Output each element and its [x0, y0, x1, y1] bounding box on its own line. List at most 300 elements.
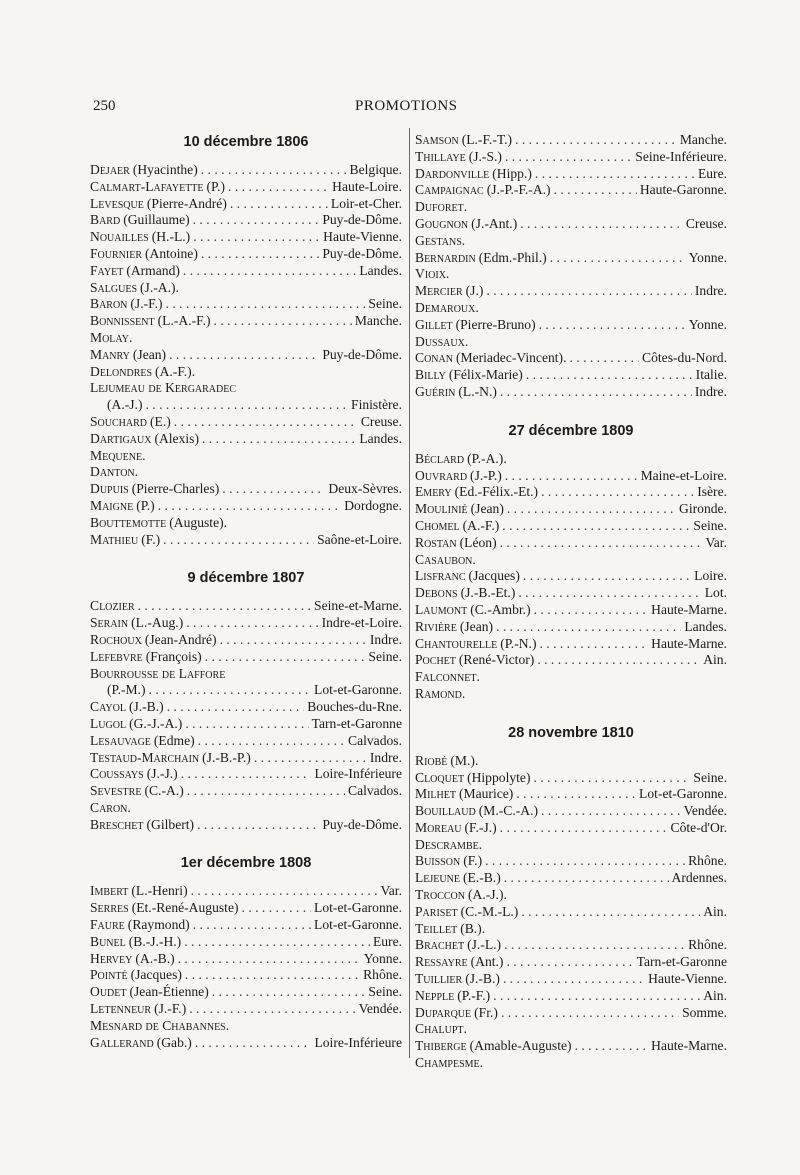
list-item: [415, 619, 727, 636]
entry-surname: Teillet: [415, 920, 458, 936]
entry-given-names: (E.-B.): [462, 870, 501, 886]
entry-surname: Gestans.: [415, 232, 466, 248]
entry-place: Eure.: [697, 165, 727, 181]
dot-leader: [158, 498, 342, 515]
entry-surname: Ramond.: [415, 685, 466, 701]
dot-leader: [187, 783, 345, 800]
entry-place: Loire-Inférieure: [314, 1034, 402, 1050]
entry-surname: Manry: [90, 346, 130, 362]
section-heading: 1er décembre 1808: [180, 855, 312, 872]
dot-leader: [575, 1038, 649, 1055]
entry-given-names: (H.-L.): [151, 229, 191, 245]
list-item: [415, 937, 727, 954]
entry-place: Haute-Marne.: [651, 635, 727, 651]
entry-surname: Moreau: [415, 819, 462, 835]
list-item: [415, 468, 727, 485]
entry-given-names: (P.-N.): [500, 635, 537, 651]
entry-given-names: (F.): [141, 531, 161, 547]
entry-surname: Mequene.: [90, 447, 146, 463]
entry-place: Puy-de-Dôme.: [322, 212, 402, 228]
entry-given-names: (E.): [150, 413, 171, 429]
entry-surname: Dussaux.: [415, 333, 469, 349]
list-item: [415, 803, 727, 820]
entry-given-names: (J.-Ant.): [471, 215, 518, 231]
entry-given-names: (F.): [463, 853, 483, 869]
entry-surname: Salgues: [90, 279, 138, 295]
list-item: [415, 904, 727, 921]
entry-surname: Vioix.: [415, 266, 450, 282]
entry-given-names: (Hippolyte): [467, 769, 531, 785]
entry-given-names: (A.-F.).: [155, 363, 196, 379]
entry-surname: Guérin: [415, 383, 456, 399]
entry-surname: Serres: [90, 900, 129, 916]
entry-surname: Laumont: [415, 601, 468, 617]
list-item: [415, 669, 727, 686]
dot-leader: [193, 229, 320, 246]
entry-surname: Fournier: [90, 245, 143, 261]
dot-leader: [205, 649, 366, 666]
list-item: [90, 263, 402, 280]
entry-place: Loir-et-Cher.: [330, 195, 402, 211]
list-item: [90, 598, 402, 615]
entry-surname: Oudet: [90, 984, 127, 1000]
list-item: [90, 431, 402, 448]
entry-surname: Rostan: [415, 534, 457, 550]
list-item: [415, 786, 727, 803]
entry-place: Indre.: [369, 631, 402, 647]
list-item: [415, 317, 727, 334]
entry-given-names: (J.-P.): [470, 467, 502, 483]
dot-leader: [254, 750, 367, 767]
list-item: [90, 280, 402, 297]
entry-surname: Lefebvre: [90, 648, 143, 664]
dot-leader: [516, 786, 636, 803]
entry-surname: Chalupt.: [415, 1021, 467, 1037]
entry-given-names: (Jacques): [130, 967, 182, 983]
entry-surname: Mesnard de Chabannes.: [90, 1017, 230, 1033]
dot-leader: [502, 518, 690, 535]
entry-place: Haute-Garonne.: [639, 182, 727, 198]
entry-surname: Cloquet: [415, 769, 465, 785]
entry-place: Rhône.: [688, 937, 727, 953]
entry-given-names: (C.-A.): [144, 783, 184, 799]
entry-given-names: (Alexis): [154, 430, 199, 446]
entry-given-names: (Jean): [132, 346, 167, 362]
list-item: [90, 515, 402, 532]
list-item: [90, 397, 402, 414]
entry-given-names: (Raymond): [127, 917, 190, 933]
dot-leader: [178, 951, 361, 968]
entry-surname: Falconnet.: [415, 669, 480, 685]
entry-given-names: (Amable-Auguste): [469, 1038, 572, 1054]
entry-surname: Billy: [415, 367, 446, 383]
entry-surname: Campaignac: [415, 182, 484, 198]
entry-given-names: (A.-J.).: [467, 887, 507, 903]
list-item: [90, 330, 402, 347]
entry-place: Puy-de-Dôme.: [322, 346, 402, 362]
entry-given-names: (P.): [206, 178, 226, 194]
entry-place: Finistère.: [351, 397, 402, 413]
entry-given-names: (Jean): [470, 501, 504, 517]
list-item: [415, 216, 727, 233]
entry-place: Somme.: [682, 1004, 727, 1020]
entry-place: Lot-et-Garonne.: [314, 682, 402, 698]
list-item: [415, 568, 727, 585]
list-item: [90, 934, 402, 951]
list-item: [90, 699, 402, 716]
entry-place: Italie.: [695, 367, 727, 383]
entry-place: Maine-et-Loire.: [640, 467, 727, 483]
section-heading: 10 décembre 1806: [183, 134, 309, 150]
entry-given-names: (François): [145, 648, 202, 664]
entry-given-names: (Félix-Marie): [448, 367, 523, 383]
dot-leader: [220, 632, 367, 649]
entry-place: Yonne.: [688, 249, 727, 265]
entry-surname: Nouailles: [90, 229, 149, 245]
list-item: [90, 1018, 402, 1035]
entry-place: Puy-de-Dôme.: [322, 816, 402, 832]
dot-leader: [493, 988, 700, 1005]
entry-surname: Brachet: [415, 937, 465, 953]
entry-place: Ardennes.: [671, 870, 727, 886]
list-item: [415, 652, 727, 669]
entry-place: Calvados.: [348, 783, 402, 799]
entry-place: Haute-Marne.: [651, 601, 727, 617]
entry-surname: Samson: [415, 132, 459, 147]
entry-place: Puy-de-Dôme.: [322, 245, 402, 261]
entry-surname: Troccon: [415, 887, 465, 903]
list-item: [90, 448, 402, 465]
entry-place: Lot-et-Garonne.: [639, 786, 727, 802]
entry-given-names: (Ed.-Félix.-Et.): [454, 484, 539, 500]
list-item: [415, 1021, 727, 1038]
entry-place: Var.: [380, 883, 402, 899]
entry-surname: Gallerand: [90, 1034, 154, 1050]
dot-leader: [500, 820, 668, 837]
entry-given-names: (J.-P.-F.-A.): [486, 182, 551, 198]
column-divider: [409, 128, 410, 1058]
entry-place: Belgique.: [349, 162, 402, 177]
list-item: [90, 967, 402, 984]
entry-given-names: (J.-J.): [146, 766, 178, 782]
entry-place: Ain.: [703, 987, 727, 1003]
entry-surname: Pariset: [415, 903, 458, 919]
dot-leader: [541, 484, 694, 501]
entry-given-names: (Jean-Étienne): [129, 984, 209, 1000]
entry-surname: Souchard: [90, 413, 148, 429]
dot-leader: [501, 1005, 679, 1022]
dot-leader: [500, 535, 703, 552]
section-spacer: [415, 401, 727, 421]
list-item: [90, 1035, 402, 1052]
entry-surname: Imbert: [90, 883, 129, 899]
entry-place: Calvados.: [348, 732, 402, 748]
entry-surname: Ressayre: [415, 954, 468, 970]
list-item: [415, 535, 727, 552]
dot-leader: [515, 132, 677, 149]
entry-surname: Baron: [90, 296, 128, 312]
dot-leader: [167, 699, 305, 716]
entry-given-names: (J.-B.-Et.): [460, 585, 516, 601]
entry-surname: Faure: [90, 917, 125, 933]
dot-leader: [228, 179, 329, 196]
entry-place: Loire-Inférieure: [314, 766, 402, 782]
entry-surname: Danton.: [90, 464, 139, 480]
section-heading: 28 novembre 1810: [508, 724, 634, 741]
entry-given-names: (J.-S.): [468, 148, 502, 164]
list-item: [415, 837, 727, 854]
list-item: [90, 212, 402, 229]
entry-place: Indre.: [694, 283, 727, 299]
entry-surname: Letenneur: [90, 1001, 152, 1017]
entry-given-names: (Maurice): [458, 786, 514, 802]
dot-leader: [230, 196, 328, 213]
list-item: [415, 971, 727, 988]
entry-place: Haute-Vienne.: [323, 229, 402, 245]
entry-given-names: (Hyacinthe): [132, 162, 198, 177]
list-item: [415, 384, 727, 401]
list-item: [415, 585, 727, 602]
entry-place: Vendée.: [683, 803, 727, 819]
entry-surname: Hervey: [90, 950, 133, 966]
entry-given-names: (Armand): [126, 262, 180, 278]
list-item: [415, 283, 727, 300]
entry-surname: Breschet: [90, 816, 144, 832]
dot-leader: [539, 317, 686, 334]
entry-surname: Dartigaux: [90, 430, 152, 446]
list-item: [415, 988, 727, 1005]
list-item: [90, 229, 402, 246]
list-item: [90, 532, 402, 549]
list-item: [90, 716, 402, 733]
dot-leader: [535, 166, 695, 183]
entry-place: Rhône.: [688, 853, 727, 869]
dot-leader: [242, 900, 312, 917]
entry-surname: Duparque: [415, 1004, 472, 1020]
list-item: [415, 266, 727, 283]
entry-given-names: (J.-F.): [130, 296, 163, 312]
entry-place: Seine-et-Marne.: [314, 598, 402, 614]
entry-surname: Serain: [90, 615, 129, 631]
list-item: [415, 451, 727, 468]
dot-leader: [526, 367, 693, 384]
list-item: [415, 887, 727, 904]
entry-surname: Lejumeau de Kergaradec: [90, 380, 237, 396]
entry-given-names: (Edm.-Phil.): [478, 249, 547, 265]
entry-given-names: (F.-J.): [464, 819, 497, 835]
entry-given-names: (Edme): [153, 732, 195, 748]
entry-surname: Bouillaud: [415, 803, 476, 819]
list-item: [90, 800, 402, 817]
entry-given-names: (J.-L.): [467, 937, 502, 953]
entry-given-names: (Auguste).: [169, 514, 228, 530]
dot-leader: [550, 250, 686, 267]
left-column: [90, 132, 402, 1051]
entry-given-names: (L.-A.-F.): [157, 313, 211, 329]
list-item: [90, 196, 402, 213]
entry-given-names: (P.-F.): [457, 987, 491, 1003]
list-item: [90, 347, 402, 364]
entry-surname: Testaud-Marchain: [90, 749, 200, 765]
section-spacer: [415, 703, 727, 723]
dot-leader: [505, 149, 632, 166]
list-item: [415, 853, 727, 870]
dot-leader: [202, 431, 356, 448]
list-item: [415, 1055, 727, 1072]
entry-place: Ain.: [703, 903, 727, 919]
entry-place: Tarn-et-Garonne: [311, 715, 402, 731]
entry-place: Creuse.: [685, 215, 727, 231]
entry-place: Lot-et-Garonne.: [314, 917, 402, 933]
entry-surname: Thiberge: [415, 1038, 467, 1054]
entry-place: Landes.: [684, 618, 727, 634]
entry-surname: Mathieu: [90, 531, 139, 547]
list-item: [90, 414, 402, 431]
list-item: [415, 870, 727, 887]
entry-place: Seine.: [693, 769, 727, 785]
dot-leader: [486, 283, 692, 300]
list-item: [90, 900, 402, 917]
list-item: [415, 1005, 727, 1022]
list-item: [415, 753, 727, 770]
list-item: [90, 682, 402, 699]
entry-surname: Lesauvage: [90, 732, 151, 748]
entry-given-names: (A.-F.): [462, 517, 500, 533]
entry-surname: Levesque: [90, 195, 144, 211]
entry-place: Yonne.: [688, 316, 727, 332]
entry-given-names: (J.-B.-P.): [202, 749, 251, 765]
entry-place: Gironde.: [679, 501, 727, 517]
entry-surname: Duforet.: [415, 199, 468, 215]
entry-given-names: (C.-Ambr.): [470, 601, 531, 617]
right-column: [415, 132, 727, 1072]
dot-leader: [534, 602, 649, 619]
entry-place: Indre-et-Loire.: [321, 615, 402, 631]
heading-spacer: [90, 152, 402, 162]
entry-surname: Sevestre: [90, 783, 142, 799]
list-item: [415, 199, 727, 216]
entry-given-names: (J.): [465, 283, 484, 299]
list-item: [90, 615, 402, 632]
list-item: [90, 733, 402, 750]
dot-leader: [212, 984, 366, 1001]
list-item: [415, 300, 727, 317]
entry-surname: Bouttemotte: [90, 514, 167, 530]
entry-given-names: (M.-C.-A.): [478, 803, 539, 819]
entry-surname: Calmart-Lafayette: [90, 178, 204, 194]
entry-place: Dordogne.: [344, 497, 402, 513]
entry-surname: Fayet: [90, 262, 124, 278]
dot-leader: [189, 1001, 355, 1018]
list-item: [415, 602, 727, 619]
list-item: [415, 921, 727, 938]
entry-surname: Cayol: [90, 699, 126, 715]
entry-place: Côte-d'Or.: [670, 819, 727, 835]
list-item: [415, 552, 727, 569]
dot-leader: [169, 347, 319, 364]
entry-place: Indre.: [369, 749, 402, 765]
section-spacer: [90, 833, 402, 853]
dot-leader: [496, 619, 681, 636]
entry-given-names: (L.-N.): [458, 383, 497, 399]
entry-place: Haute-Loire.: [332, 178, 402, 194]
entry-surname: Rochoux: [90, 631, 142, 647]
entry-place: Manche.: [354, 313, 402, 329]
entry-place: Haute-Marne.: [651, 1038, 727, 1054]
list-item: [90, 179, 402, 196]
dot-leader: [503, 971, 645, 988]
dot-leader: [520, 216, 683, 233]
entry-surname: Gougnon: [415, 215, 469, 231]
entry-surname: Buisson: [415, 853, 461, 869]
entry-place: Eure.: [372, 933, 402, 949]
entry-place: Seine.: [368, 648, 402, 664]
heading-spacer: [415, 743, 727, 753]
dot-leader: [163, 532, 314, 549]
entry-given-names: (René-Victor): [458, 652, 535, 668]
list-item: [90, 464, 402, 481]
dot-leader: [186, 615, 318, 632]
section-heading: 9 décembre 1807: [187, 570, 305, 587]
entry-place: Seine.: [693, 517, 727, 533]
entry-given-names: (Gab.): [156, 1034, 192, 1050]
list-item: [90, 951, 402, 968]
entry-place: Isère.: [697, 484, 727, 500]
dot-leader: [201, 246, 319, 263]
entry-place: Ain.: [703, 652, 727, 668]
dot-leader: [505, 468, 638, 485]
list-item: [415, 334, 727, 351]
list-item: [415, 149, 727, 166]
list-item: [415, 233, 727, 250]
entry-place: Côtes-du-Nord.: [642, 350, 727, 366]
entry-place: Yonne.: [363, 950, 402, 966]
list-item: [90, 984, 402, 1001]
entry-given-names: (Gilbert): [146, 816, 195, 832]
entry-given-names: (P.-A.).: [467, 450, 507, 466]
entry-given-names: (L.-Aug.): [131, 615, 184, 631]
entry-place: Lot.: [704, 585, 727, 601]
dot-leader: [214, 313, 352, 330]
entry-surname: Caron.: [90, 799, 131, 815]
entry-given-names: (J.-B.): [128, 699, 164, 715]
entry-surname: Lisfranc: [415, 568, 466, 584]
dot-leader: [523, 568, 691, 585]
list-item: [415, 518, 727, 535]
entry-place: Tarn-et-Garonne: [636, 954, 727, 970]
entry-surname: Bard: [90, 212, 121, 228]
dot-leader: [146, 397, 349, 414]
list-item: [90, 246, 402, 263]
heading-spacer: [415, 441, 727, 451]
entry-given-names: (J.-A.).: [140, 279, 179, 295]
list-item: [415, 820, 727, 837]
list-item: [415, 636, 727, 653]
list-item: [90, 481, 402, 498]
entry-given-names: (Et.-René-Auguste): [131, 900, 239, 916]
entry-place: Lot-et-Garonne.: [314, 900, 402, 916]
entry-surname: Pochet: [415, 652, 456, 668]
list-item: [415, 954, 727, 971]
entry-place: Vendée.: [358, 1001, 402, 1017]
list-item: [415, 250, 727, 267]
dot-leader: [195, 1035, 312, 1052]
page-number: 250: [93, 98, 116, 114]
list-item: [415, 166, 727, 183]
entry-surname: Milhet: [415, 786, 456, 802]
entry-surname: Molay.: [90, 329, 133, 345]
entry-place: Saône-et-Loire.: [317, 531, 402, 547]
